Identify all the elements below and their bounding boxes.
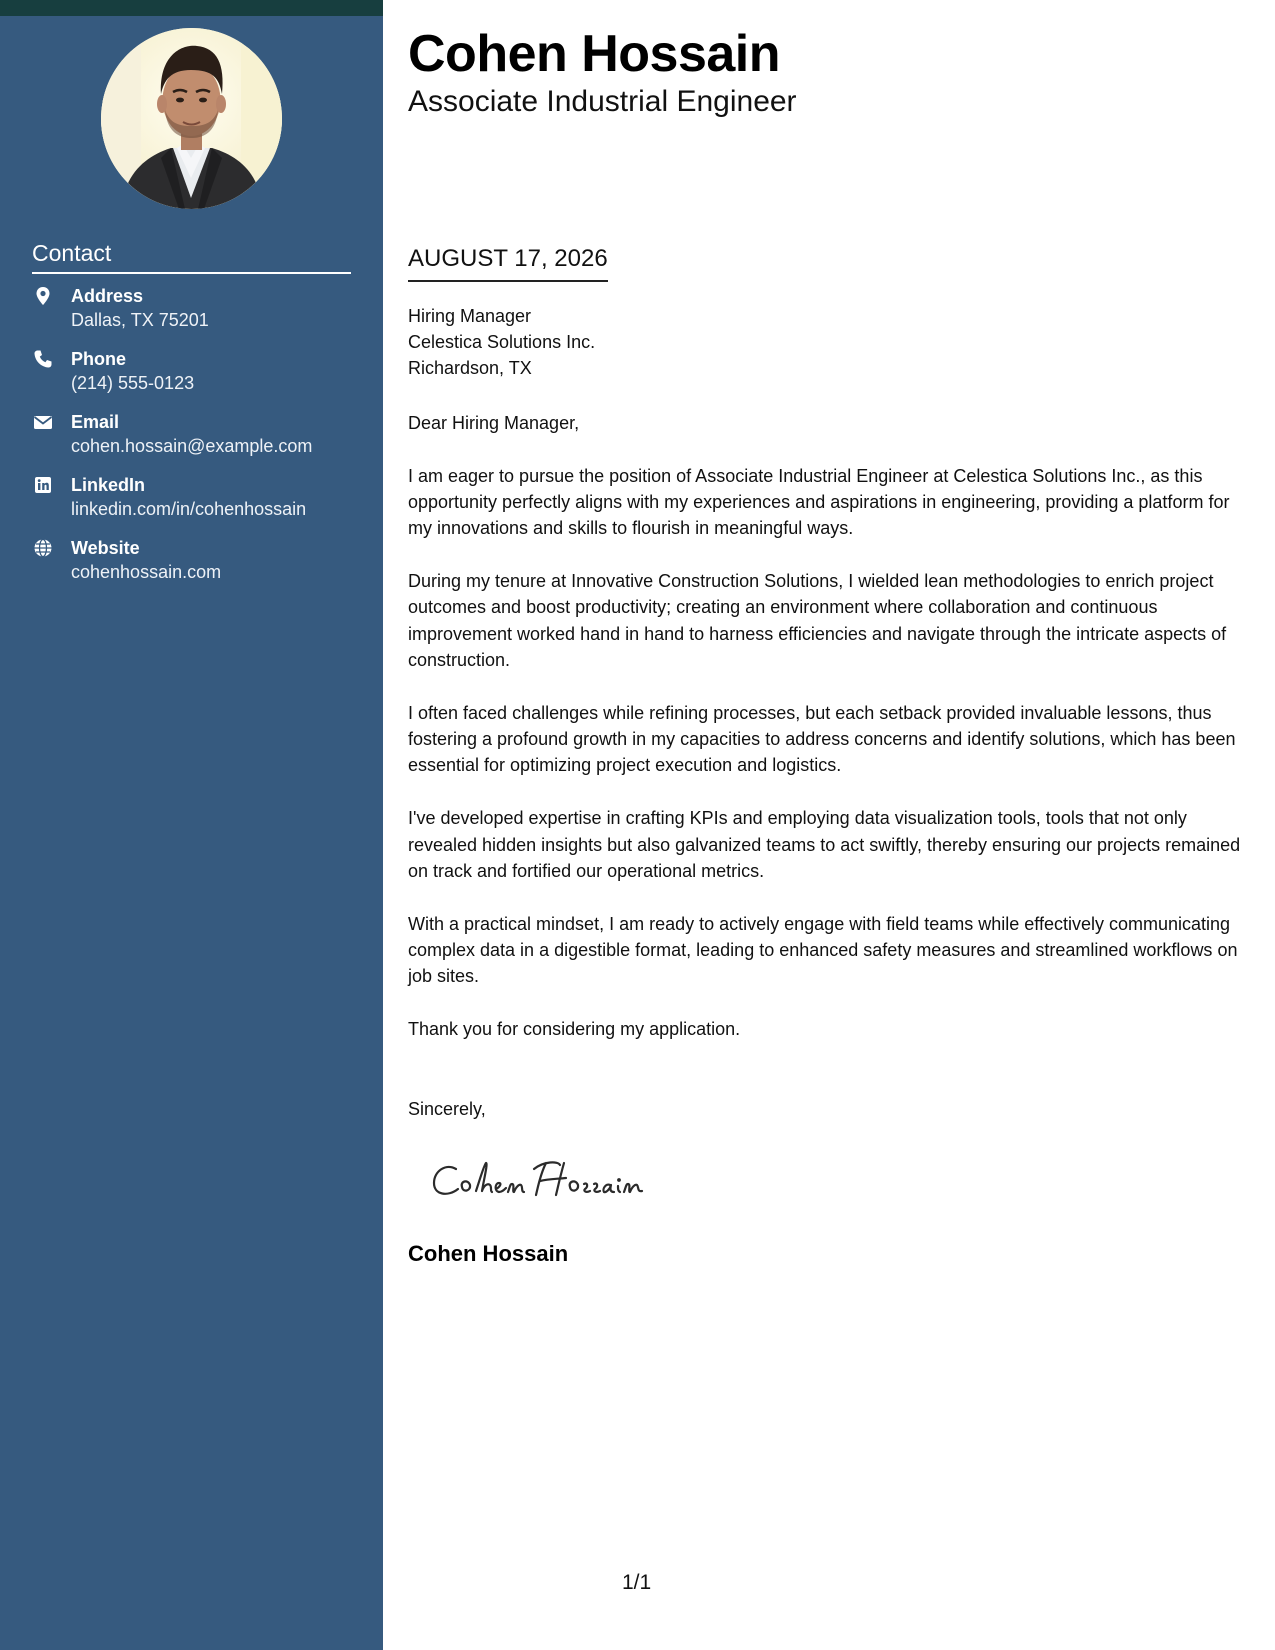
contact-label: Website [71,538,140,558]
contact-heading: Contact [32,238,351,274]
contact-list [32,284,362,599]
contact-label: LinkedIn [71,475,146,495]
phone-value[interactable]: (214) 555-0123 [71,373,195,393]
recipient-line: Richardson, TX [408,358,532,378]
contact-item-address [32,284,362,347]
body-paragraph: I often faced challenges while refining processes, but each setback provided invaluable lessons, thus fostering a profound growth in my capacities to address concerns and identify solutions, which has been essential for optimizing project execution and logistics. [408,702,1236,776]
recipient-block [408,303,595,381]
contact-item-linkedin [32,473,362,536]
contact-item-website [32,536,362,599]
contact-label: Email [71,412,120,432]
location-pin-icon [33,286,53,306]
contact-label: Phone [71,349,127,369]
sidebar-top-bar [0,0,383,16]
page-number: 1/1 [622,1571,652,1594]
body-paragraph: During my tenure at Innovative Construction Solutions, I wielded lean methodologies to enrich project outcomes and boost productivity; creating an environment where collaboration and continuous improvement worked hand in hand to harness efficiencies and navigate through the intricate aspects of construction. [408,571,1227,671]
linkedin-link[interactable]: linkedin.com/in/cohenhossain [71,499,307,519]
salutation: Dear Hiring Manager, [408,413,580,433]
letter-date: AUGUST 17, 2026 [408,244,608,282]
address-value: Dallas, TX 75201 [71,310,209,330]
closing: Sincerely, [408,1099,486,1119]
job-title: Associate Industrial Engineer [408,85,797,118]
sidebar [0,0,383,1650]
contact-item-email [32,410,362,473]
letter-main [408,0,1253,1650]
body-paragraph: I've developed expertise in crafting KPIs and employing data visualization tools, tools that not only revealed hidden insights but also galvanized teams to act swiftly, thereby ensuring our projects remained on track and fortified our operational metrics. [408,808,1241,881]
envelope-icon [33,412,53,432]
letter-body [408,410,1253,1069]
signer-name: Cohen Hossain [408,1241,569,1266]
body-paragraph: Thank you for considering my application. [408,1019,741,1040]
body-paragraph: With a practical mindset, I am ready to actively engage with field teams while effectively communicating complex data in a digestible format, leading to enhanced safety measures and streamlined workflows on job sites. [408,913,1238,987]
contact-item-phone [32,347,362,410]
globe-icon [33,538,53,558]
body-paragraph: I am eager to pursue the position of Associate Industrial Engineer at Celestica Solutions Inc., as this opportunity perfectly aligns with my experiences and aspirations in engineering, providing a platform for my innovations and skills to flourish in meaningful ways. [408,465,1230,539]
phone-icon [33,349,53,369]
handwritten-signature [428,1151,668,1211]
contact-label: Address [71,286,144,306]
profile-photo [101,28,282,209]
linkedin-icon [33,475,53,495]
recipient-line: Hiring Manager [408,306,532,326]
website-link[interactable]: cohenhossain.com [71,562,222,582]
email-link[interactable]: cohen.hossain@example.com [71,436,313,456]
applicant-name: Cohen Hossain [408,25,780,83]
recipient-line: Celestica Solutions Inc. [408,332,596,352]
